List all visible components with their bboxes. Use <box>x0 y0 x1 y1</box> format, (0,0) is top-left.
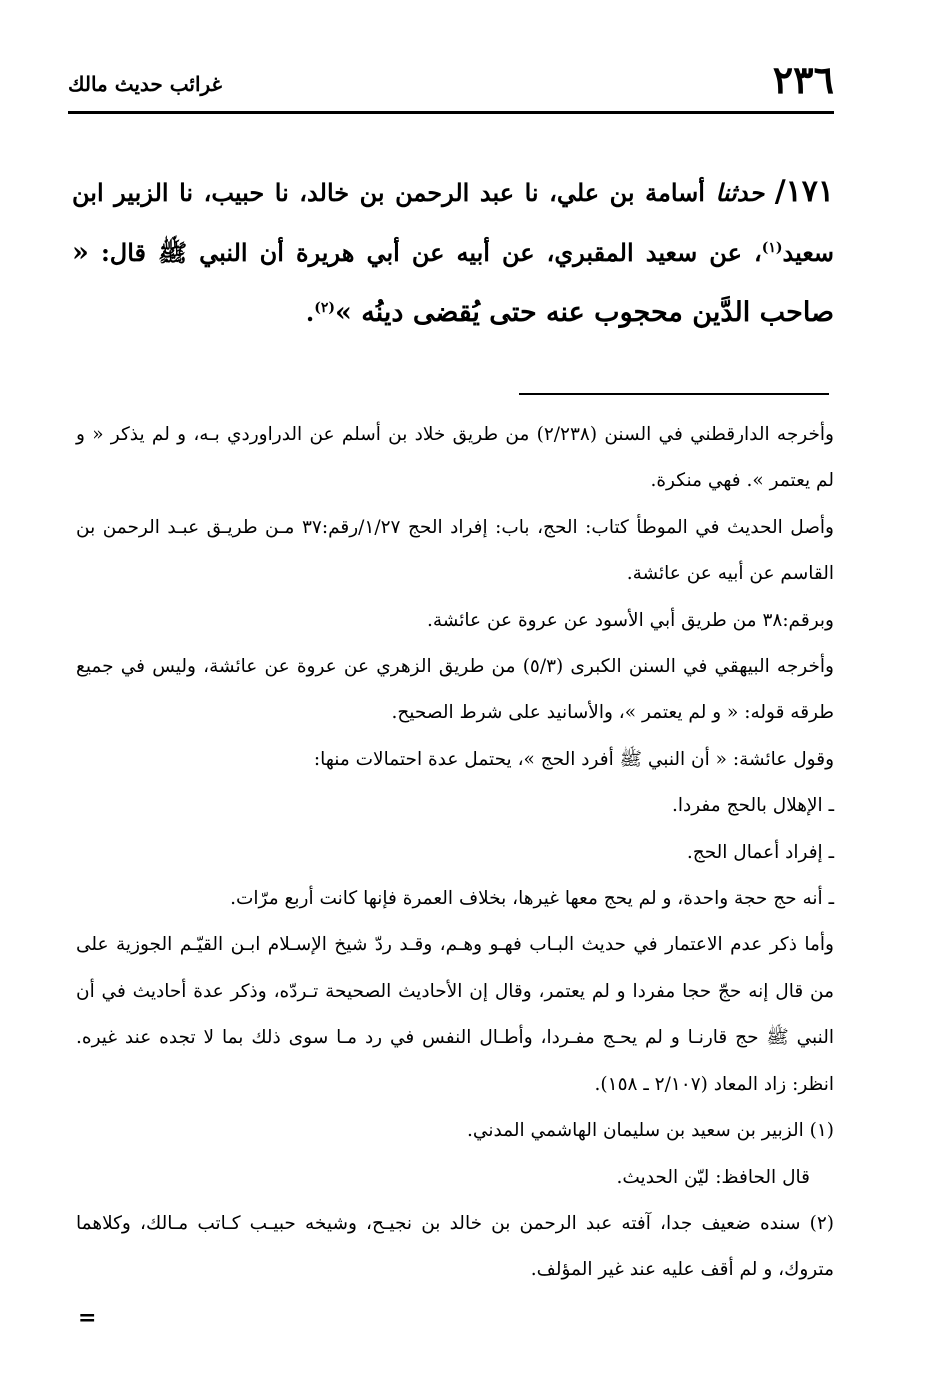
footnotes-area <box>76 412 834 1294</box>
isnad-part-3: ، عن سعيد المقبري، عن أبيه عن أبي هريرة أن النبي ﷺ قال: <box>100 238 762 267</box>
takhrij-note: وأخرجه الدارقطني في السنن (٢/٢٣٨) من طريق خلاد بن أسلم عن الدراوردي بـه، و لم يذكر « و لم يعتمر ». فهي منكرة. <box>76 424 834 492</box>
takhrij-note: وأخرجه البيهقي في السنن الكبرى (٥/٣) من طريق الزهري عن عروة عن عائشة، وليس في جميع طرقه قوله: « و لم يعتمر »، والأسانيد على شرط الصحيح. <box>76 656 834 724</box>
running-title: غرائب حديث مالك <box>68 72 223 96</box>
header-rule <box>68 111 834 114</box>
takhrij-note: وبرقم:٣٨ من طريق أبي الأسود عن عروة عن عائشة. <box>426 609 834 631</box>
hadith-end: . <box>305 298 315 327</box>
takhrij-note: وقول عائشة: « أن النبي ﷺ أفرد الحج »، يحتمل عدة احتمالات منها: <box>313 748 834 770</box>
continuation-mark: = <box>78 1305 97 1331</box>
footnote-1-marker: (١) <box>809 1120 834 1142</box>
hadith-number: ١٧١/ <box>774 174 835 209</box>
takhrij-note: ـ إفراد أعمال الحج. <box>686 841 834 863</box>
footnote-2-marker: (٢) <box>809 1212 834 1234</box>
footnote-1 <box>76 1108 834 1154</box>
isnad-part-1: أسامة بن علي، نا عبد الرحمن بن خالد، نا حبيب، نا الزبير <box>114 178 705 207</box>
page-number: ٢٣٦ <box>772 57 834 102</box>
haddathana-word: حدثنا <box>715 178 765 207</box>
footnote-1-continuation <box>76 1155 834 1201</box>
footnote-ref-2: (٢) <box>314 300 335 316</box>
hadith-matn: « صاحب الدَّين محجوب عنه حتى يُقضى دينُه » <box>72 237 834 328</box>
footnote-separator <box>519 393 829 395</box>
footnote-2 <box>76 1201 834 1294</box>
takhrij-note: وأما ذكر عدم الاعتمار في حديث البـاب فهـو وهـم، وقـد ردّ شيخ الإسـلام ابـن القيّـم الجوزية على من قال إنه حجّ حجا مفردا و لم يعتمر، وقال إن الأحاديث الصحيحة تـردّه، وذكر عدة أحاديث في أن النبي ﷺ حج قارنـا و لم يحـج مفـردا، وأطـال النفس في رد مـا سوى ذلك بما لا تجده عند غيره. انظر: زاد المعاد (٢/١٠٧ ـ ١٥٨). <box>76 934 834 1095</box>
takhrij-note: وأصل الحديث في الموطأ كتاب: الحج، باب: إفراد الحج ١/٢٧/رقم:٣٧ مـن طريـق عبـد الرحمن بن القاسم عن أبيه عن عائشة. <box>76 516 834 585</box>
footnote-1b-text: قال الحافظ: ليّن الحديث. <box>616 1166 810 1188</box>
hadith-paragraph <box>72 162 834 343</box>
hadith-text <box>72 162 834 343</box>
footnote-2-text: سنده ضعيف جدا، آفته عبد الرحمن بن خالد بن نجيـح، وشيخه حبيـب كـاتب مـالك، وكلاهما متروك، و لم أقف عليه عند غير المؤلف. <box>76 1212 834 1281</box>
footnote-ref-1: (١) <box>761 240 783 256</box>
page-header <box>68 57 834 102</box>
takhrij-note: ـ الإهلال بالحج مفردا. <box>671 795 834 817</box>
footnote-1-text: الزبير بن سعيد بن سليمان الهاشمي المدني. <box>467 1120 804 1142</box>
isnad-part-2: ابن سعيد <box>72 178 835 267</box>
takhrij-note: ـ أنه حج حجة واحدة، و لم يحج معها غيرها، بخلاف العمرة فإنها كانت أربع مرّات. <box>230 888 834 910</box>
